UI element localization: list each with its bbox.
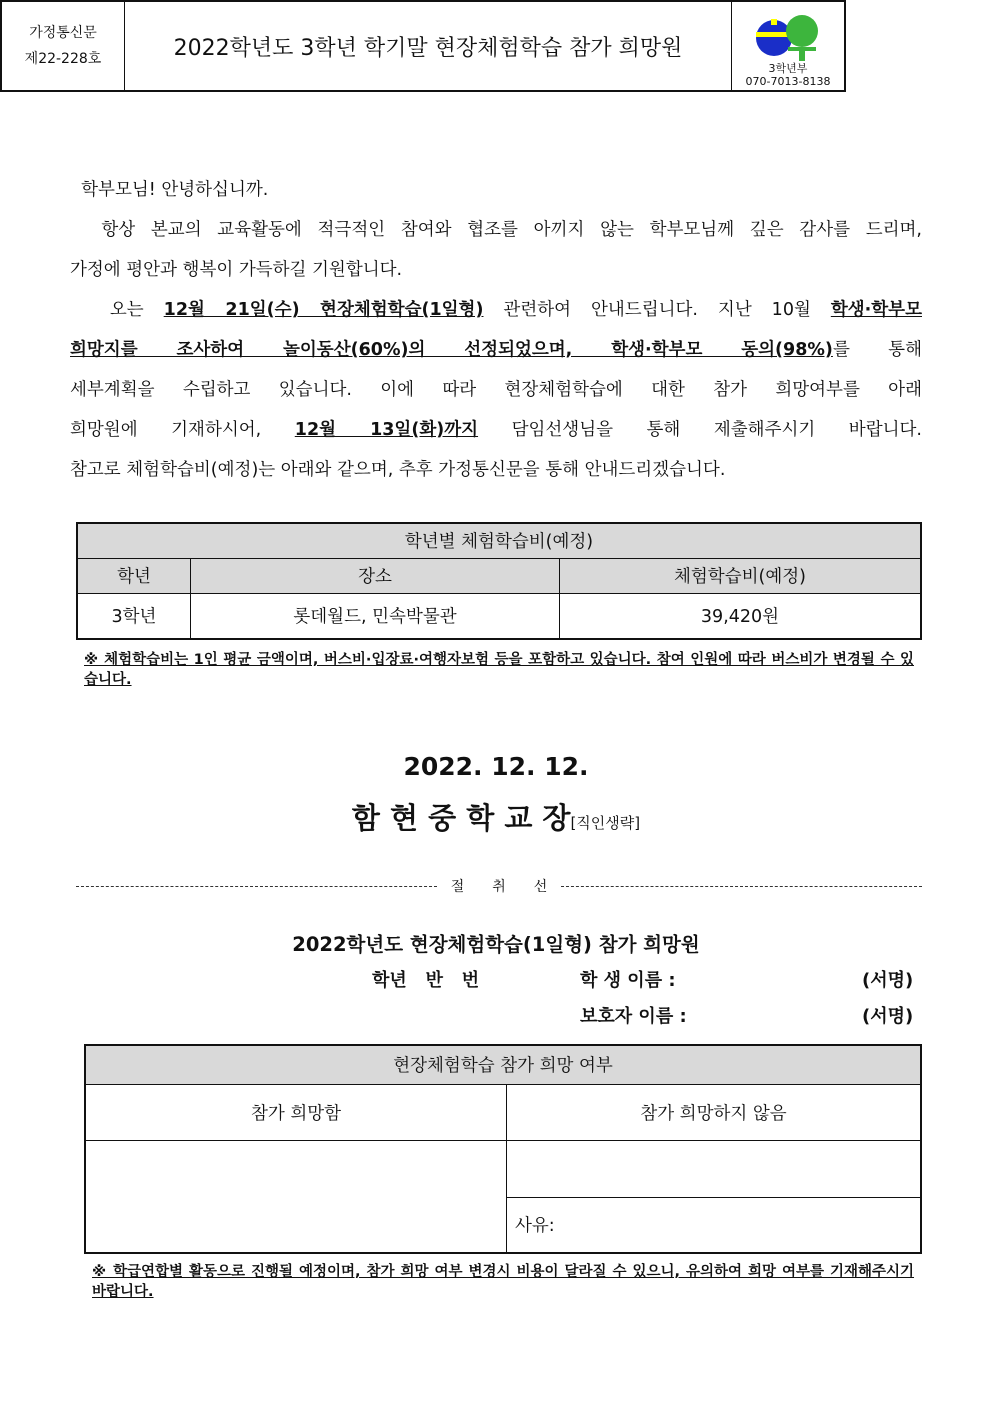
- doc-number: 제22-228호: [24, 51, 102, 67]
- reason-label: 사유:: [515, 1216, 555, 1237]
- cost-table-header: [77, 558, 921, 593]
- p2-l1-c: 관련하여 안내드립니다. 지난 10월: [483, 300, 831, 320]
- dept-info: [731, 2, 844, 90]
- cell-cost: 39,420원: [560, 593, 922, 639]
- seal-omitted: [직인생략]: [570, 814, 641, 832]
- student-class-line: 학년 반 번: [372, 970, 480, 991]
- paragraph-1-line-2: [70, 250, 922, 290]
- doc-info: [2, 2, 125, 90]
- paragraph-2-line-2: [70, 330, 922, 370]
- cell-grade: 3학년: [77, 593, 191, 639]
- p2-l4-c: 담임선생님을 통해 제출해주시기 바랍니다.: [478, 420, 922, 440]
- doc-type: 가정통신문: [29, 25, 97, 41]
- cost-table-caption: 학년별 체험학습비(예정): [77, 523, 921, 558]
- greeting: [70, 170, 922, 210]
- header-box: [0, 0, 846, 92]
- col-place: 장소: [191, 558, 560, 593]
- p2-l4-a: 희망원에 기재하시어,: [70, 420, 295, 440]
- paragraph-2-line-4: [70, 410, 922, 450]
- parent-name-label: 보호자 이름 :: [580, 1006, 687, 1027]
- col-participate: 참가 희망함: [85, 1084, 507, 1140]
- p2-l1-a: 오는: [109, 300, 164, 320]
- cost-table: [76, 522, 922, 640]
- cut-dash-left: [76, 886, 437, 887]
- col-cost: 체험학습비(예정): [560, 558, 922, 593]
- cost-note: ※ 체험학습비는 1인 평균 금액이며, 버스비·입장료·여행자보험 등을 포함하고 있습니다. 참여 인원에 따라 버스비가 변경될 수 있습니다.: [84, 652, 914, 688]
- p2-l2-b: 를 통해: [832, 340, 922, 360]
- cell-place: 롯데월드, 민속박물관: [191, 593, 560, 639]
- cut-label: 절취선: [450, 879, 576, 895]
- school-principal: 함 현 중 학 교 장: [351, 801, 571, 835]
- student-name-label: 학 생 이름 :: [580, 970, 676, 991]
- participation-caption: 현장체험학습 참가 희망 여부: [85, 1045, 921, 1084]
- p2-l5: 참고로 체험학습비(예정)는 아래와 같으며, 추후 가정통신문을 통해 안내드리겠습니다.: [70, 460, 726, 480]
- table-row: [77, 593, 921, 639]
- p2-l3: 세부계획을 수립하고 있습니다. 이에 따라 현장체험학습에 대한 참가 희망여부를 아래: [70, 380, 922, 400]
- greeting-text: 학부모님! 안녕하십니까.: [81, 180, 269, 200]
- paragraph-2-line-5: [70, 450, 922, 490]
- doc-title: 2022학년도 3학년 학기말 현장체험학습 참가 희망원: [173, 35, 683, 61]
- paragraph-1-line-1: [70, 210, 922, 250]
- cut-line: [76, 876, 922, 896]
- col-grade: 학년: [77, 558, 191, 593]
- issue-date: 2022. 12. 12.: [403, 752, 589, 781]
- survey-highlight-b: 희망지를 조사하여 놀이동산(60%)의 선정되었으며, 학생·학부모 동의(98%): [70, 340, 833, 360]
- parent-sign: (서명): [862, 1006, 914, 1027]
- not-participate-check-cell[interactable]: [507, 1140, 922, 1197]
- cut-dash-right: [561, 886, 922, 887]
- dept-name: 3학년부: [768, 62, 808, 75]
- paragraph-2-line-1: [70, 290, 922, 330]
- reason-cell[interactable]: [507, 1197, 922, 1253]
- p1-line1-text: 항상 본교의 교육활동에 적극적인 참여와 협조를 아끼지 않는 학부모님께 깊은 감사를 드리며,: [101, 220, 922, 240]
- principal-line: [0, 796, 992, 837]
- student-sign: (서명): [862, 970, 914, 991]
- deadline-highlight: 12월 13일(화)까지: [294, 420, 479, 440]
- participate-check-cell[interactable]: [85, 1140, 507, 1253]
- paragraph-2-line-3: [70, 370, 922, 410]
- dept-phone: 070-7013-8138: [745, 75, 831, 88]
- trip-date-highlight: 12월 21일(수) 현장체험학습(1일형): [163, 300, 484, 320]
- p1-line2-text: 가정에 평안과 행복이 가득하길 기원합니다.: [70, 260, 403, 280]
- form-title: 2022학년도 현장체험학습(1일형) 참가 희망원: [292, 933, 700, 956]
- col-not-participate: 참가 희망하지 않음: [507, 1084, 922, 1140]
- form-note: ※ 학급연합별 활동으로 진행될 예정이며, 참가 희망 여부 변경시 비용이 달라질 수 있으니, 유의하여 희망 여부를 기재해주시기 바랍니다.: [92, 1264, 914, 1300]
- school-logo-icon: [752, 10, 824, 62]
- participation-table: [84, 1044, 922, 1254]
- survey-highlight-a: 학생·학부모: [830, 300, 922, 320]
